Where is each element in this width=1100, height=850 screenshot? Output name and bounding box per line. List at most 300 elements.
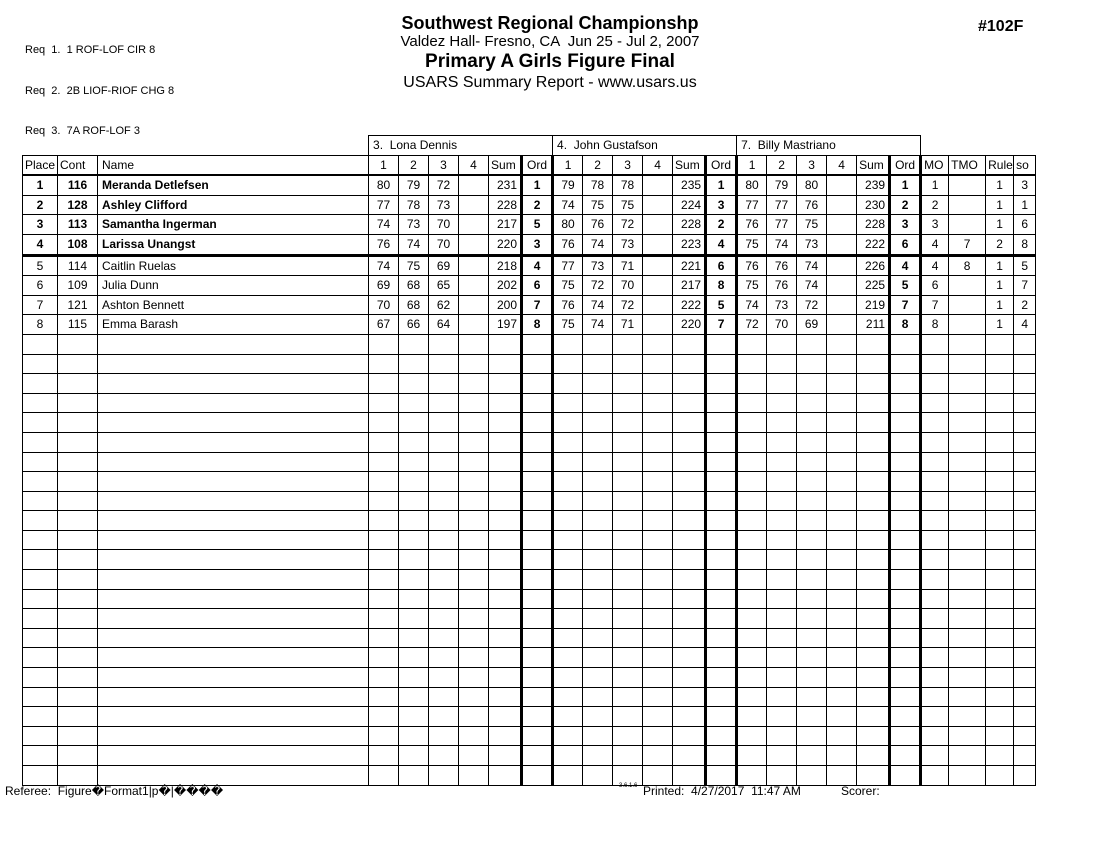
empty-cell xyxy=(553,570,583,590)
mo-cell: 4 xyxy=(921,255,949,276)
empty-cell xyxy=(553,491,583,511)
empty-cell xyxy=(949,628,986,648)
empty-cell xyxy=(767,726,797,746)
score-cell xyxy=(827,315,857,335)
empty-cell xyxy=(613,628,643,648)
score-cell: 65 xyxy=(429,276,459,296)
result-row xyxy=(23,175,1036,195)
empty-cell xyxy=(797,570,827,590)
score-cell: 73 xyxy=(767,295,797,315)
empty-cell xyxy=(857,374,890,394)
empty-cell xyxy=(459,707,489,727)
empty-cell xyxy=(459,452,489,472)
empty-cell xyxy=(429,746,459,766)
empty-cell xyxy=(673,707,706,727)
empty-cell xyxy=(890,570,921,590)
empty-cell xyxy=(673,374,706,394)
empty-cell xyxy=(369,511,399,531)
empty-cell xyxy=(857,354,890,374)
empty-cell xyxy=(737,707,767,727)
empty-cell xyxy=(1014,707,1036,727)
sum-cell: 202 xyxy=(489,276,522,296)
so-cell: 7 xyxy=(1014,276,1036,296)
empty-cell xyxy=(949,648,986,668)
sum-cell: 239 xyxy=(857,175,890,195)
so-cell: 6 xyxy=(1014,215,1036,235)
score-cell: 76 xyxy=(737,255,767,276)
empty-cell xyxy=(827,432,857,452)
score-cell: 62 xyxy=(429,295,459,315)
empty-cell xyxy=(643,726,673,746)
result-row xyxy=(23,195,1036,215)
empty-cell xyxy=(857,491,890,511)
empty-cell xyxy=(643,334,673,354)
empty-cell xyxy=(399,668,429,688)
empty-cell xyxy=(399,550,429,570)
empty-cell xyxy=(797,452,827,472)
score-cell: 70 xyxy=(767,315,797,335)
empty-cell xyxy=(98,570,369,590)
contestant-number-cell: 116 xyxy=(58,175,98,195)
sum-cell: 211 xyxy=(857,315,890,335)
ordinal-cell: 2 xyxy=(522,195,553,215)
score-cell: 69 xyxy=(369,276,399,296)
empty-cell xyxy=(827,589,857,609)
empty-cell xyxy=(673,472,706,492)
empty-cell xyxy=(553,746,583,766)
score-cell: 69 xyxy=(429,255,459,276)
empty-cell xyxy=(583,511,613,531)
empty-cell xyxy=(583,354,613,374)
score-cell: 75 xyxy=(797,215,827,235)
empty-cell xyxy=(98,413,369,433)
empty-cell xyxy=(706,432,737,452)
so-cell: 1 xyxy=(1014,195,1036,215)
empty-cell xyxy=(522,530,553,550)
score-cell: 72 xyxy=(613,295,643,315)
empty-cell xyxy=(706,374,737,394)
empty-cell xyxy=(767,354,797,374)
empty-cell xyxy=(949,570,986,590)
score-cell: 72 xyxy=(429,175,459,195)
col-header-rule: Rule xyxy=(986,155,1014,175)
col-header-sum-judge3: Sum xyxy=(857,155,890,175)
place-cell: 7 xyxy=(23,295,58,315)
empty-cell xyxy=(459,491,489,511)
skater-name-cell: Ashley Clifford xyxy=(98,195,369,215)
event-title: Primary A Girls Figure Final xyxy=(425,51,675,72)
empty-cell xyxy=(399,491,429,511)
empty-cell xyxy=(613,432,643,452)
empty-cell xyxy=(921,668,949,688)
empty-cell xyxy=(98,668,369,688)
empty-cell xyxy=(459,648,489,668)
empty-cell xyxy=(459,334,489,354)
empty-cell xyxy=(643,570,673,590)
requirement-line-2: Req 2. 2B LIOF-RIOF CHG 8 xyxy=(25,84,175,97)
empty-cell xyxy=(583,472,613,492)
empty-row xyxy=(23,766,1036,786)
empty-cell xyxy=(522,374,553,394)
contestant-number-cell: 121 xyxy=(58,295,98,315)
place-cell: 3 xyxy=(23,215,58,235)
so-cell: 4 xyxy=(1014,315,1036,335)
empty-cell xyxy=(369,648,399,668)
empty-cell xyxy=(737,334,767,354)
empty-cell xyxy=(522,628,553,648)
empty-cell xyxy=(522,687,553,707)
empty-cell xyxy=(58,648,98,668)
rule-cell: 2 xyxy=(986,234,1014,255)
empty-cell xyxy=(429,393,459,413)
empty-cell xyxy=(369,334,399,354)
empty-cell xyxy=(369,746,399,766)
empty-cell xyxy=(23,628,58,648)
empty-cell xyxy=(986,511,1014,531)
mo-cell: 3 xyxy=(921,215,949,235)
ordinal-cell: 3 xyxy=(890,215,921,235)
empty-cell xyxy=(706,609,737,629)
empty-cell xyxy=(706,570,737,590)
empty-cell xyxy=(673,609,706,629)
empty-cell xyxy=(643,413,673,433)
empty-cell xyxy=(921,334,949,354)
empty-cell xyxy=(857,628,890,648)
empty-cell xyxy=(767,707,797,727)
sum-cell: 230 xyxy=(857,195,890,215)
empty-cell xyxy=(613,393,643,413)
empty-cell xyxy=(522,766,553,786)
empty-cell xyxy=(706,354,737,374)
sum-cell: 220 xyxy=(489,234,522,255)
empty-cell xyxy=(23,550,58,570)
empty-cell xyxy=(489,726,522,746)
sum-cell: 228 xyxy=(673,215,706,235)
empty-cell xyxy=(583,589,613,609)
empty-cell xyxy=(890,766,921,786)
empty-cell xyxy=(23,707,58,727)
empty-cell xyxy=(613,413,643,433)
empty-cell xyxy=(613,707,643,727)
empty-cell xyxy=(890,648,921,668)
empty-cell xyxy=(429,511,459,531)
empty-cell xyxy=(613,668,643,688)
judge-row-left-spacer xyxy=(23,136,369,156)
empty-cell xyxy=(921,374,949,394)
empty-cell xyxy=(737,472,767,492)
empty-cell xyxy=(797,707,827,727)
empty-cell xyxy=(459,766,489,786)
competition-title: Southwest Regional Championshp xyxy=(401,13,699,33)
place-cell: 5 xyxy=(23,255,58,276)
empty-cell xyxy=(553,707,583,727)
empty-cell xyxy=(857,707,890,727)
empty-cell xyxy=(583,609,613,629)
sum-cell: 222 xyxy=(673,295,706,315)
empty-cell xyxy=(1014,354,1036,374)
empty-cell xyxy=(797,374,827,394)
report-subtitle: USARS Summary Report - www.usars.us xyxy=(403,74,697,91)
score-cell xyxy=(643,195,673,215)
empty-cell xyxy=(23,570,58,590)
empty-cell xyxy=(890,668,921,688)
empty-cell xyxy=(23,472,58,492)
empty-cell xyxy=(459,530,489,550)
empty-cell xyxy=(986,609,1014,629)
column-header-row xyxy=(23,155,1036,175)
ordinal-cell: 8 xyxy=(890,315,921,335)
score-cell: 73 xyxy=(399,215,429,235)
empty-cell xyxy=(706,511,737,531)
empty-cell xyxy=(986,668,1014,688)
score-cell: 76 xyxy=(369,234,399,255)
empty-cell xyxy=(489,746,522,766)
empty-cell xyxy=(459,726,489,746)
empty-cell xyxy=(706,334,737,354)
empty-cell xyxy=(673,511,706,531)
empty-cell xyxy=(673,570,706,590)
empty-cell xyxy=(1014,648,1036,668)
empty-cell xyxy=(459,628,489,648)
empty-cell xyxy=(797,609,827,629)
score-cell: 71 xyxy=(613,255,643,276)
empty-cell xyxy=(369,374,399,394)
empty-cell xyxy=(1014,746,1036,766)
empty-cell xyxy=(58,707,98,727)
empty-cell xyxy=(673,354,706,374)
empty-cell xyxy=(767,491,797,511)
empty-cell xyxy=(949,354,986,374)
empty-cell xyxy=(857,687,890,707)
so-cell: 3 xyxy=(1014,175,1036,195)
score-cell: 75 xyxy=(583,195,613,215)
empty-cell xyxy=(890,491,921,511)
empty-cell xyxy=(98,726,369,746)
empty-cell xyxy=(459,609,489,629)
empty-cell xyxy=(737,628,767,648)
empty-row xyxy=(23,511,1036,531)
empty-cell xyxy=(23,766,58,786)
empty-cell xyxy=(429,589,459,609)
empty-cell xyxy=(553,432,583,452)
empty-cell xyxy=(767,374,797,394)
empty-cell xyxy=(890,334,921,354)
empty-cell xyxy=(986,628,1014,648)
empty-cell xyxy=(23,511,58,531)
ordinal-cell: 6 xyxy=(890,234,921,255)
empty-cell xyxy=(98,432,369,452)
empty-cell xyxy=(797,726,827,746)
score-cell: 71 xyxy=(613,315,643,335)
empty-cell xyxy=(23,589,58,609)
empty-cell xyxy=(1014,432,1036,452)
empty-cell xyxy=(98,589,369,609)
empty-cell xyxy=(890,726,921,746)
score-cell: 80 xyxy=(737,175,767,195)
empty-row xyxy=(23,746,1036,766)
ordinal-cell: 8 xyxy=(522,315,553,335)
empty-cell xyxy=(827,726,857,746)
skater-name-cell: Samantha Ingerman xyxy=(98,215,369,235)
empty-cell xyxy=(459,472,489,492)
empty-cell xyxy=(986,374,1014,394)
score-cell xyxy=(827,255,857,276)
score-cell xyxy=(643,276,673,296)
empty-cell xyxy=(613,334,643,354)
empty-cell xyxy=(767,452,797,472)
empty-cell xyxy=(857,472,890,492)
score-cell: 78 xyxy=(613,175,643,195)
empty-cell xyxy=(921,707,949,727)
empty-cell xyxy=(58,687,98,707)
empty-cell xyxy=(949,609,986,629)
score-cell xyxy=(643,315,673,335)
ordinal-cell: 4 xyxy=(890,255,921,276)
sum-cell: 200 xyxy=(489,295,522,315)
empty-cell xyxy=(737,530,767,550)
empty-cell xyxy=(522,668,553,688)
empty-cell xyxy=(613,530,643,550)
empty-cell xyxy=(429,334,459,354)
empty-cell xyxy=(767,550,797,570)
mo-cell: 7 xyxy=(921,295,949,315)
score-cell: 80 xyxy=(553,215,583,235)
empty-cell xyxy=(737,452,767,472)
empty-cell xyxy=(429,707,459,727)
judge-header-row xyxy=(23,136,1036,156)
empty-cell xyxy=(23,668,58,688)
empty-cell xyxy=(643,393,673,413)
empty-cell xyxy=(673,334,706,354)
empty-cell xyxy=(613,726,643,746)
empty-cell xyxy=(827,550,857,570)
empty-cell xyxy=(459,570,489,590)
empty-cell xyxy=(583,746,613,766)
empty-cell xyxy=(706,452,737,472)
empty-cell xyxy=(737,550,767,570)
empty-cell xyxy=(522,726,553,746)
empty-cell xyxy=(369,393,399,413)
empty-cell xyxy=(98,374,369,394)
score-cell: 70 xyxy=(613,276,643,296)
empty-cell xyxy=(673,530,706,550)
empty-cell xyxy=(767,570,797,590)
empty-cell xyxy=(58,668,98,688)
empty-cell xyxy=(921,609,949,629)
score-cell: 73 xyxy=(613,234,643,255)
empty-cell xyxy=(583,707,613,727)
empty-cell xyxy=(827,491,857,511)
empty-row xyxy=(23,609,1036,629)
empty-cell xyxy=(986,334,1014,354)
empty-cell xyxy=(399,589,429,609)
col-header-cont: Cont xyxy=(58,155,98,175)
empty-cell xyxy=(429,570,459,590)
empty-cell xyxy=(98,354,369,374)
empty-cell xyxy=(643,452,673,472)
empty-cell xyxy=(827,472,857,492)
empty-cell xyxy=(369,432,399,452)
col-header-sum-judge2: Sum xyxy=(673,155,706,175)
empty-cell xyxy=(399,648,429,668)
empty-cell xyxy=(1014,609,1036,629)
empty-cell xyxy=(553,354,583,374)
so-cell: 2 xyxy=(1014,295,1036,315)
tmo-cell xyxy=(949,315,986,335)
document-number: #102F xyxy=(978,18,1024,35)
empty-cell xyxy=(797,530,827,550)
judge-row-right-spacer xyxy=(921,136,1036,156)
empty-cell xyxy=(459,354,489,374)
empty-cell xyxy=(98,687,369,707)
result-row xyxy=(23,315,1036,335)
score-cell: 73 xyxy=(797,234,827,255)
empty-cell xyxy=(673,393,706,413)
empty-cell xyxy=(737,432,767,452)
empty-cell xyxy=(857,511,890,531)
empty-cell xyxy=(797,472,827,492)
ordinal-cell: 4 xyxy=(522,255,553,276)
empty-cell xyxy=(459,589,489,609)
empty-row xyxy=(23,472,1036,492)
venue-dates: Valdez Hall- Fresno, CA Jun 25 - Jul 2, 2007 xyxy=(400,33,700,50)
col-header-name: Name xyxy=(98,155,369,175)
empty-cell xyxy=(857,393,890,413)
empty-cell xyxy=(399,334,429,354)
empty-cell xyxy=(767,628,797,648)
empty-cell xyxy=(429,413,459,433)
col-header-ord-judge2: Ord xyxy=(706,155,737,175)
col-header-1-judge2: 1 xyxy=(553,155,583,175)
version-stamp: 3.6.1.6 xyxy=(619,783,638,789)
empty-cell xyxy=(429,491,459,511)
col-header-4-judge1: 4 xyxy=(459,155,489,175)
empty-cell xyxy=(613,374,643,394)
empty-cell xyxy=(1014,550,1036,570)
score-cell xyxy=(459,255,489,276)
empty-cell xyxy=(767,648,797,668)
mo-cell: 8 xyxy=(921,315,949,335)
empty-cell xyxy=(737,687,767,707)
empty-cell xyxy=(489,334,522,354)
empty-cell xyxy=(369,609,399,629)
empty-cell xyxy=(857,766,890,786)
empty-cell xyxy=(921,589,949,609)
score-cell: 75 xyxy=(553,276,583,296)
empty-cell xyxy=(489,432,522,452)
empty-cell xyxy=(797,354,827,374)
empty-cell xyxy=(986,530,1014,550)
empty-cell xyxy=(489,570,522,590)
empty-cell xyxy=(797,511,827,531)
ordinal-cell: 6 xyxy=(522,276,553,296)
empty-row xyxy=(23,393,1036,413)
empty-cell xyxy=(949,746,986,766)
place-cell: 8 xyxy=(23,315,58,335)
empty-cell xyxy=(58,746,98,766)
sum-cell: 228 xyxy=(857,215,890,235)
result-row xyxy=(23,234,1036,255)
sum-cell: 235 xyxy=(673,175,706,195)
col-header-2-judge2: 2 xyxy=(583,155,613,175)
empty-cell xyxy=(369,668,399,688)
empty-cell xyxy=(583,530,613,550)
empty-cell xyxy=(827,766,857,786)
empty-cell xyxy=(1014,589,1036,609)
empty-cell xyxy=(399,413,429,433)
empty-cell xyxy=(583,668,613,688)
empty-cell xyxy=(986,589,1014,609)
